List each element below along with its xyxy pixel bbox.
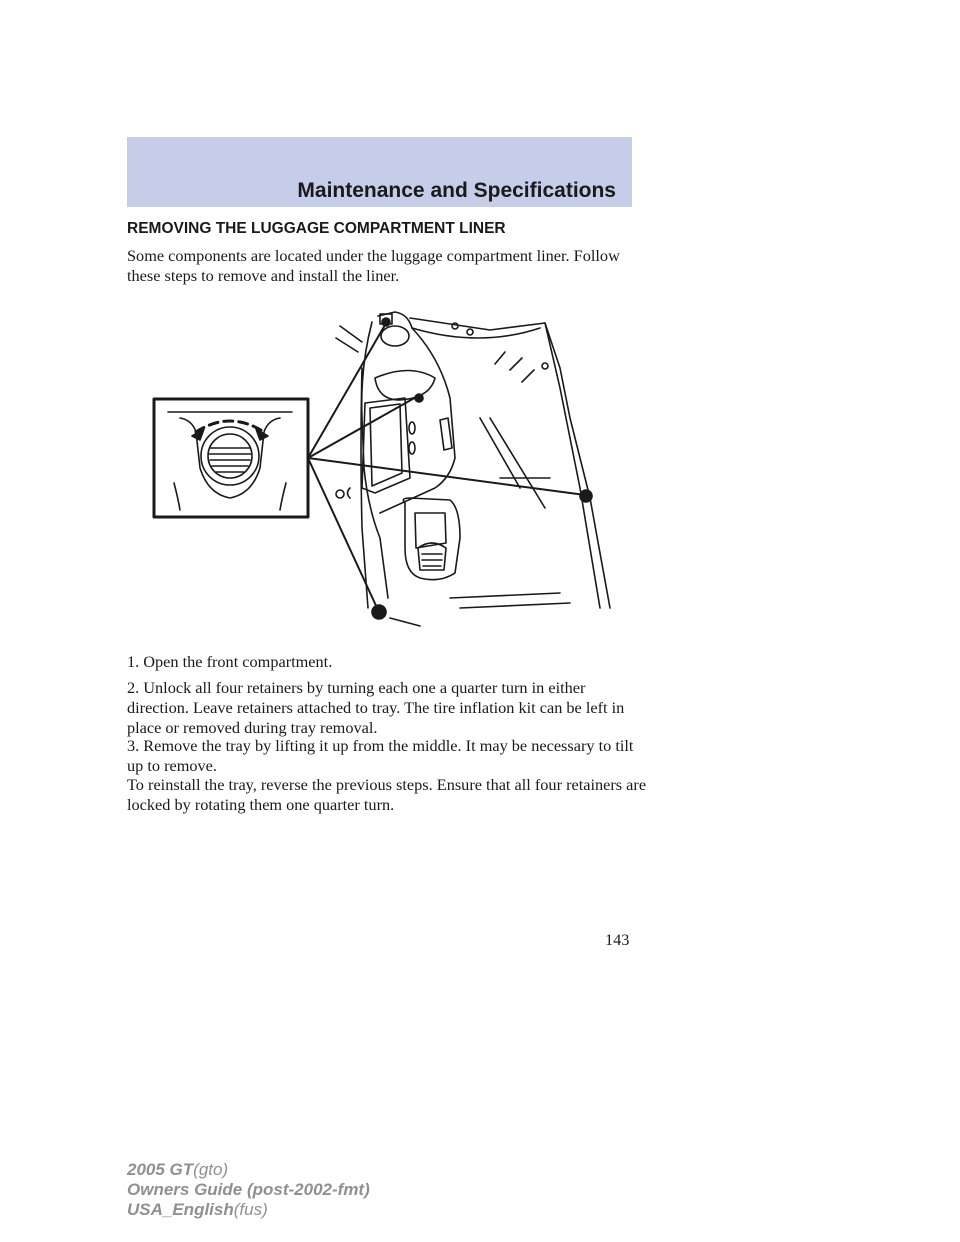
luggage-compartment-diagram	[150, 308, 620, 638]
section-title: REMOVING THE LUGGAGE COMPARTMENT LINER	[127, 220, 506, 237]
step-1: 1. Open the front compartment.	[127, 652, 333, 671]
step-2: 2. Unlock all four retainers by turning each one a quarter turn in either direction. Leave retainers attached to tray. The tire inflation kit can be left in place or removed during tray removal.	[127, 678, 625, 737]
footer-line-guide: Owners Guide (post-2002-fmt)	[127, 1180, 370, 1199]
footer-line-language: USA_English(fus)	[127, 1200, 268, 1219]
compartment-outline	[336, 312, 610, 626]
reinstall-paragraph: To reinstall the tray, reverse the previous steps. Ensure that all four retainers are locked by rotating them one quarter turn.	[127, 775, 647, 814]
chapter-title: Maintenance and Specifications	[297, 179, 616, 202]
footer-line-model: 2005 GT(gto)	[127, 1160, 229, 1179]
intro-paragraph: Some components are located under the luggage compartment liner. Follow these steps to remove and install the liner.	[127, 246, 620, 285]
header-band	[127, 137, 632, 207]
step-3: 3. Remove the tray by lifting it up from the middle. It may be necessary to tilt up to remove.	[127, 736, 634, 775]
document-footer	[127, 1160, 370, 1220]
retainer-inset	[154, 399, 308, 517]
page-number: 143	[605, 930, 630, 949]
liner-retainer-illustration	[150, 308, 620, 638]
